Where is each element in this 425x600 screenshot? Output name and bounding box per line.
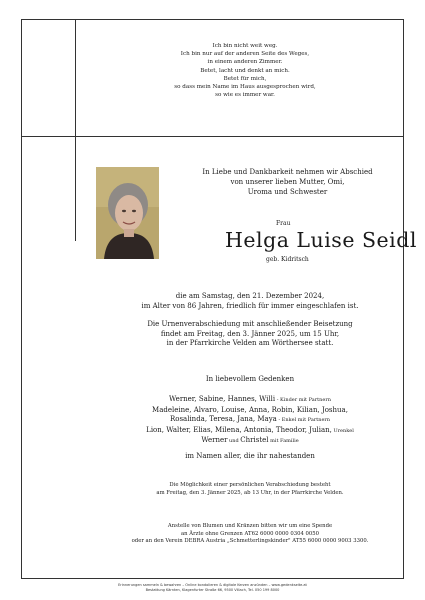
family-grandchildren: Madeleine, Alvaro, Louise, Anna, Robin, Kilian, Joshua, <box>152 405 348 414</box>
portrait-photo <box>96 167 159 259</box>
family-list <box>95 395 405 447</box>
donation-note <box>95 523 405 546</box>
poem-line: Betet, lacht und denkt an mich. <box>200 67 290 74</box>
farewell-note <box>95 482 405 497</box>
title-prefix: Frau <box>276 220 291 227</box>
ceremony-line: in der Pfarrkirche Velden am Wörthersee statt. <box>166 339 334 348</box>
deceased-name: Helga Luise Seidl <box>225 228 417 252</box>
cross-horizontal-line <box>21 136 404 137</box>
donation-line: an Ärzte ohne Grenzen AT62 6000 0000 0304 0050 <box>181 530 319 537</box>
ceremony-line: Die Urnenverabschiedung mit anschließender Beisetzung <box>147 320 353 328</box>
poem-line: in einem anderen Zimmer. <box>207 59 283 66</box>
donation-line: Anstelle von Blumen und Kränzen bitten wir um eine Spende <box>167 523 333 529</box>
farewell-line: am Freitag, den 3. Jänner 2025, ab 13 Uhr, in der Pfarrkirche Velden. <box>156 489 344 496</box>
death-line: im Alter von 86 Jahren, friedlich für immer eingeschlafen ist. <box>141 301 359 310</box>
intro-text <box>175 167 400 197</box>
family-grandchildren-2: Rosalinda, Teresa, Jana, Maya - Enkel mit Partnern <box>169 415 331 424</box>
ceremony-line: findet am Freitag, den 3. Jänner 2025, um 15 Uhr, <box>160 329 340 338</box>
poem-line: Betet für mich, <box>223 75 267 82</box>
family-great-grandchildren: Lion, Walter, Elias, Milena, Antonia, Theodor, Julian, Urenkel <box>146 425 354 434</box>
footer-line: Erinnerungen sammeln & bewahren – Online kondolieren & digitale Kerzen anzünden – www.gedenkseite.at <box>118 583 307 587</box>
poem-line: Ich bin nicht weit weg. <box>212 43 278 49</box>
death-notice <box>95 292 405 311</box>
family-siblings: Werner und Christel mit Familie <box>201 436 299 445</box>
closing-line: im Namen aller, die ihr nahestanden <box>185 452 315 460</box>
death-line: die am Samstag, den 21. Dezember 2024, <box>175 292 325 300</box>
ceremony-notice <box>95 320 405 349</box>
farewell-line: Die Möglichkeit einer persönlichen Verabschiedung besteht <box>169 482 331 488</box>
memory-heading: In liebevollem Gedenken <box>205 375 295 383</box>
cross-vertical-line <box>75 19 76 241</box>
intro-line: Uroma und Schwester <box>247 188 328 196</box>
footer-line: Bestattung Kärnten, Klagenfurter Straße 66, 9500 Villach, Tel. 050 199 8000 <box>145 587 280 592</box>
poem <box>120 42 370 99</box>
poem-line: so wie es immer war. <box>215 92 275 99</box>
donation-line: oder an den Verein DEBRA Austria „Schmetterlingskinder" AT55 6000 0000 9003 3300. <box>131 538 369 545</box>
poem-line: Ich bin nur auf der anderen Seite des Weges, <box>180 51 310 58</box>
poem-line: so dass mein Name im Haus ausgesprochen wird, <box>174 84 316 91</box>
maiden-name: geb. Kidritsch <box>266 256 309 263</box>
footer <box>21 583 404 592</box>
family-children: Werner, Sabine, Hannes, Willi - Kinder mit Partnern <box>169 395 331 403</box>
intro-line: In Liebe und Dankbarkeit nehmen wir Abschied <box>202 168 373 176</box>
intro-line: von unserer lieben Mutter, Omi, <box>230 178 345 186</box>
